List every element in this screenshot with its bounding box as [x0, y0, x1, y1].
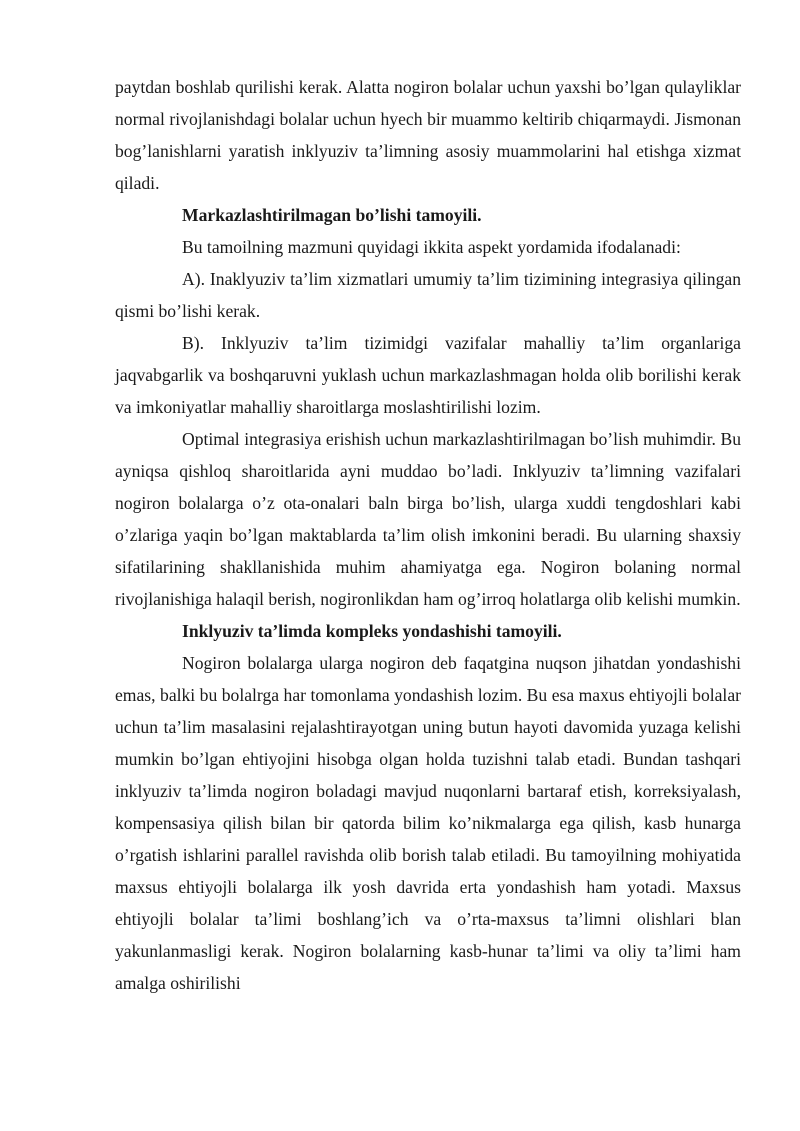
section-heading-decentralization: Markazlashtirilmagan bo’lishi tamoyili. — [182, 205, 482, 225]
paragraph-aspect-a: A). Inaklyuziv ta’lim xizmatlari umumiy ta’lim tizimining integrasiya qilingan qismi bo’lishi kerak. — [115, 269, 741, 321]
paragraph-optimal-integration: Optimal integrasiya erishish uchun markazlashtirilmagan bo’lish muhimdir. Bu ayniqsa qishloq sharoitlarida ayni muddao bo’ladi. Inklyuziv ta’limning vazifalari nogiron bolalarga o’z ota-onalari baln birga bo’lish, ularga xuddi tengdoshlari kabi o’zlariga yaqin bo’lgan maktablarda ta’lim olish imkonini beradi. Bu ularning shaxsiy sifatilarining shakllanishida muhim ahamiyatga ega. Nogiron bolaning normal rivojlanishiga halaqil berish, nogironlikdan ham og’irroq holatlarga olib kelishi mumkin. — [115, 429, 741, 609]
paragraph-aspect-b: B). Inklyuziv ta’lim tizimidgi vazifalar mahalliy ta’lim organlariga jaqvabgarlik va boshqaruvni yuklash uchun markazlashmagan holda olib borilishi kerak va imkoniyatlar mahalliy sharoitlarga moslashtirilishi lozim. — [115, 333, 741, 417]
section-heading-complex-approach: Inklyuziv ta’limda kompleks yondashishi tamoyili. — [182, 621, 562, 641]
paragraph-complex-approach: Nogiron bolalarga ularga nogiron deb faqatgina nuqson jihatdan yondashishi emas, balki bu bolalrga har tomonlama yondashish lozim. Bu esa maxus ehtiyojli bolalar uchun ta’lim masalasini rejalashtirayotgan uning butun hayoti davomida yuzaga kelishi mumkin bo’lgan ehtiyojini hisobga olgan holda tuzishni talab etadi. Bundan tashqari inklyuziv ta’limda nogiron boladagi mavjud nuqonlarni bartaraf etish, korreksiyalash, kompensasiya qilish bilan bir qatorda bilim ko’nikmalarga ega qilish, kasb hunarga o’rgatish ishlarini parallel ravishda olib borish talab etiladi. Bu tamoyilning mohiyatida maxsus ehtiyojli bolalarga ilk yosh davrida erta yondashish ham yotadi. Maxsus ehtiyojli bolalar ta’limi boshlang’ich va o’rta-maxsus ta’limni olishlari blan yakunlanmasligi kerak. Nogiron bolalarning kasb-hunar ta’limi va oliy ta’limi ham amalga oshirilishi — [115, 653, 741, 993]
paragraph-aspects-intro: Bu tamoilning mazmuni quyidagi ikkita aspekt yordamida ifodalanadi: — [182, 237, 681, 257]
paragraph-continuation: paytdan boshlab qurilishi kerak. Alatta nogiron bolalar uchun yaxshi bo’lgan qulayliklar normal rivojlanishdagi bolalar uchun hyech bir muammo keltirib chiqarmaydi. Jismonan bog’lanishlarni yaratish inklyuziv ta’limning asosiy muammolarini hal etishga xizmat qiladi. — [115, 77, 741, 193]
document-page — [115, 71, 741, 999]
